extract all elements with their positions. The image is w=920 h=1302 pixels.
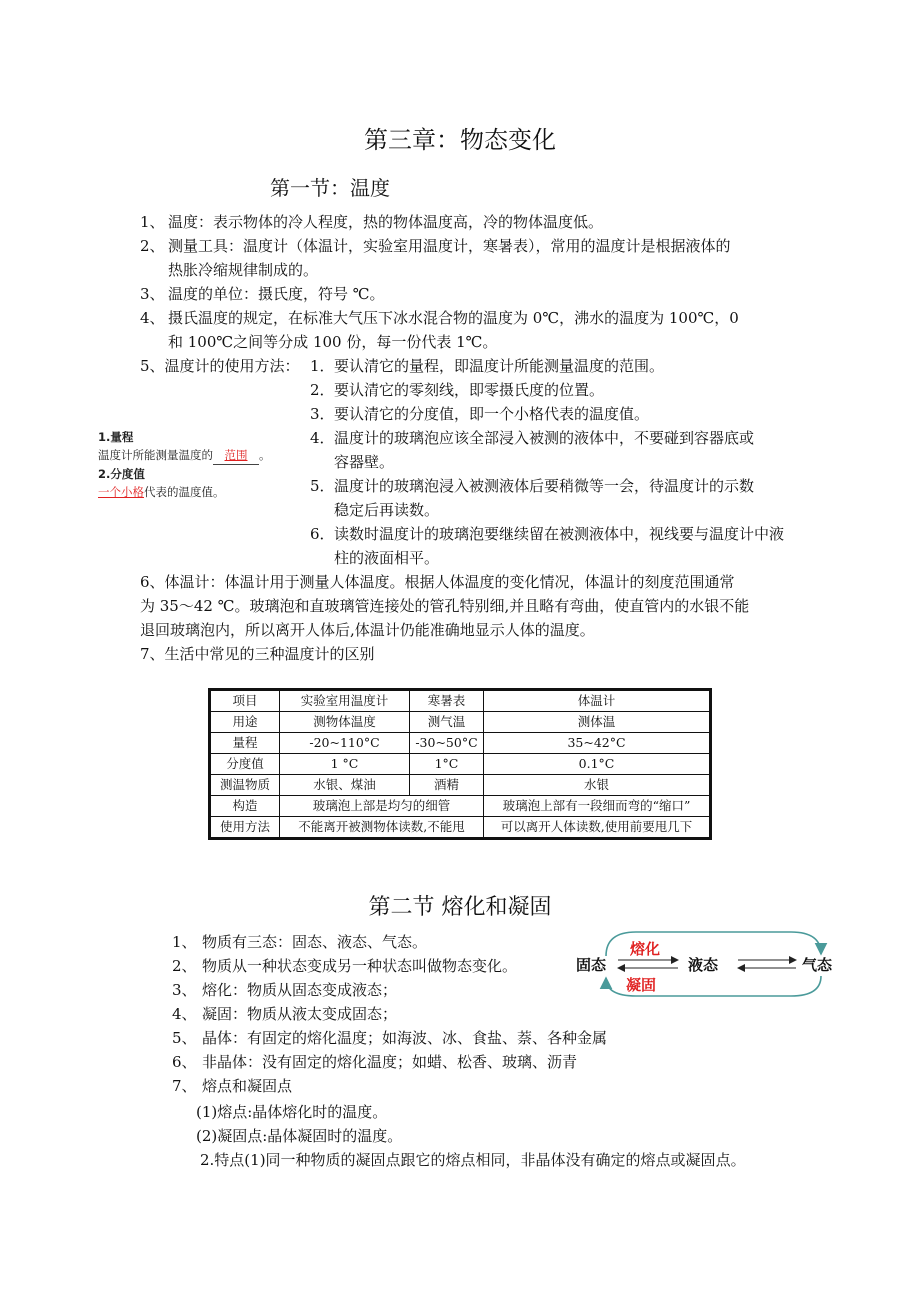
item-text: 测量工具：温度计（体温计，实验室用温度计，寒暑表），常用的温度计是根据液体的 [168,237,731,255]
side-note-heading: 2.分度值 [98,467,145,481]
table-cell: 测温物质 [210,775,280,796]
table-cell: 水银 [484,775,711,796]
section-title-temperature: 第一节：温度 [270,176,390,200]
item-number: 1、 [140,213,165,231]
usage-text: 要认清它的量程，即温度计所能测量温度的范围。 [334,357,665,375]
item-text: 摄氏温度的规定，在标准大气压下冰水混合物的温度为 0℃，沸水的温度为 100℃，0 [168,309,739,327]
item-text: 温度的单位：摄氏度，符号 ℃。 [168,285,385,303]
item-text: 物质有三态：固态、液态、气态。 [202,933,428,951]
item-text: 熔点和凝固点 [202,1077,293,1095]
table-cell: 构造 [210,796,280,817]
subitem-freezing-point: (2)凝固点:晶体凝固时的温度。 [196,1127,403,1145]
side-note [98,428,298,501]
usage-text-cont: 稳定后再读数。 [334,501,440,519]
table-cell: 酒精 [410,775,484,796]
table-cell: 测气温 [410,712,484,733]
item-text: 晶体：有固定的熔化温度；如海波、冰、食盐、萘、各种金属 [202,1029,608,1047]
table-row [210,775,711,796]
usage-number: 4． [310,429,335,447]
usage-number: 5． [310,477,335,495]
liquid-label: 液态 [688,956,719,974]
item-7: 7、生活中常见的三种温度计的区别 [140,645,375,663]
item-6-line: 为 35～42 ℃。玻璃泡和直玻璃管连接处的管孔特别细,并且略有弯曲，使直管内的水银不能 [140,597,750,615]
usage-number: 2． [310,381,335,399]
item-6-line: 退回玻璃泡内，所以离开人体后,体温计仍能准确地显示人体的温度。 [140,621,595,639]
table-cell: -20~110°C [280,733,410,754]
usage-text-cont: 容器壁。 [334,453,395,471]
item-text: 凝固：物质从液太变成固态； [202,1005,398,1023]
table-cell: 水银、煤油 [280,775,410,796]
freeze-label: 凝固 [626,976,657,994]
side-note-answer: 一个小格 [98,485,144,499]
side-note-text: 。 [259,448,271,462]
item-text-cont: 热胀冷缩规律制成的。 [168,261,319,279]
gas-label: 气态 [802,956,833,974]
table-cell: 用途 [210,712,280,733]
table-header-cell: 实验室用温度计 [280,690,410,712]
item-number: 4、 [140,309,165,327]
side-note-line [98,446,298,465]
item-number: 3、 [172,981,197,999]
item-number: 5、 [172,1029,197,1047]
table-cell: 1°C [410,754,484,775]
side-note-answer: 范围 [224,448,248,462]
table-cell: 测体温 [484,712,711,733]
table-cell: 分度值 [210,754,280,775]
usage-text: 读数时温度计的玻璃泡要继续留在被测液体中，视线要与温度计中液 [334,525,785,543]
usage-text-cont: 柱的液面相平。 [334,549,440,567]
item-text-cont: 和 100℃之间等分成 100 份，每一份代表 1℃。 [168,333,498,351]
item-text: 熔化：物质从固态变成液态； [202,981,398,999]
table-row [210,817,711,839]
item-5-lead: 5、温度计的使用方法： [140,357,300,375]
subitem-melting-point: (1)熔点:晶体熔化时的温度。 [196,1103,388,1121]
table-cell: 35~42°C [484,733,711,754]
item-number: 7、 [172,1077,197,1095]
side-note-heading: 1.量程 [98,430,134,444]
table-cell: 玻璃泡上部是均匀的细管 [280,796,484,817]
table-row [210,690,711,712]
melt-label: 熔化 [630,940,661,958]
item-text: 非晶体：没有固定的熔化温度；如蜡、松香、玻璃、沥青 [202,1053,578,1071]
table-cell: 玻璃泡上部有一段细而弯的“缩口” [484,796,711,817]
table-header-cell: 体温计 [484,690,711,712]
table-cell: 0.1°C [484,754,711,775]
feature-text: 2.特点(1)同一种物质的凝固点跟它的熔点相同，非晶体没有确定的熔点或凝固点。 [200,1151,746,1169]
table-cell: 使用方法 [210,817,280,839]
thermometer-comparison-table [208,688,712,840]
usage-number: 6． [310,525,335,543]
item-text: 温度：表示物体的冷人程度，热的物体温度高，冷的物体温度低。 [168,213,604,231]
item-number: 2、 [140,237,165,255]
item-number: 6、 [172,1053,197,1071]
table-header-cell: 项目 [210,690,280,712]
table-cell: 可以离开人体读数,使用前要甩几下 [484,817,711,839]
usage-number: 1． [310,357,335,375]
usage-text: 要认清它的分度值，即一个小格代表的温度值。 [334,405,650,423]
table-row [210,754,711,775]
table-header-cell: 寒暑表 [410,690,484,712]
table-cell: -30~50°C [410,733,484,754]
section-title-melting: 第二节 熔化和凝固 [368,895,552,920]
table-cell: 不能离开被测物体读数,不能甩 [280,817,484,839]
chapter-title: 第三章：物态变化 [364,126,556,154]
usage-text: 温度计的玻璃泡浸入被测液体后要稍微等一会，待温度计的示数 [334,477,755,495]
table-row [210,733,711,754]
usage-text: 温度计的玻璃泡应该全部浸入被测的液体中，不要碰到容器底或 [334,429,755,447]
state-change-diagram [566,926,846,1002]
item-number: 1、 [172,933,197,951]
item-number: 3、 [140,285,165,303]
item-text: 物质从一种状态变成另一种状态叫做物态变化。 [202,957,518,975]
table-row [210,712,711,733]
table-cell: 量程 [210,733,280,754]
item-6-line: 6、体温计：体温计用于测量人体温度。根据人体温度的变化情况，体温计的刻度范围通常 [140,573,735,591]
item-number: 4、 [172,1005,197,1023]
table-cell: 测物体温度 [280,712,410,733]
item-number: 2、 [172,957,197,975]
usage-number: 3． [310,405,335,423]
side-note-text: 代表的温度值。 [144,485,225,499]
side-note-line [98,483,298,501]
side-note-text: 温度计所能测量温度的 [98,448,213,462]
table-row [210,796,711,817]
table-cell: 1 °C [280,754,410,775]
usage-text: 要认清它的零刻线，即零摄氏度的位置。 [334,381,605,399]
solid-label: 固态 [576,956,607,974]
